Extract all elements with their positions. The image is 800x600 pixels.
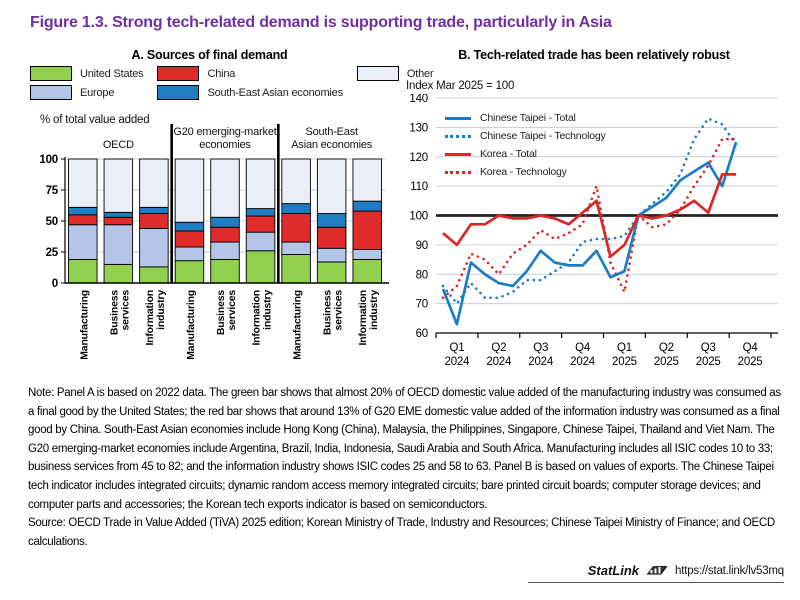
svg-text:2024: 2024 <box>444 356 470 368</box>
legend-swatch <box>30 85 72 100</box>
panel-a-legend <box>30 66 433 100</box>
category-label: Business <box>108 290 121 336</box>
legend-label: Korea - Technology <box>480 166 567 178</box>
svg-text:130: 130 <box>409 122 428 135</box>
category-label: Manufacturing <box>78 290 91 360</box>
bar-segment <box>317 159 346 214</box>
bar-segment <box>317 262 346 283</box>
group-label: South-East <box>305 126 358 138</box>
category-label: industry <box>368 290 381 330</box>
bar-segment <box>104 225 133 265</box>
svg-text:2025: 2025 <box>695 356 721 368</box>
legend-column <box>30 66 143 100</box>
bar-segment <box>140 214 169 229</box>
svg-text:70: 70 <box>415 298 428 311</box>
bar-segment <box>317 227 346 248</box>
series-chinese-taipei-total <box>443 142 736 324</box>
bar-segment <box>140 159 169 207</box>
panel-a-chart <box>22 122 397 385</box>
svg-text:80: 80 <box>415 269 428 282</box>
bar-segment <box>69 215 98 225</box>
figure-title: Figure 1.3. Strong tech-related demand is supporting trade, particularly in Asia <box>30 14 612 31</box>
svg-text:75: 75 <box>45 185 58 197</box>
note-block <box>28 384 782 551</box>
svg-text:100: 100 <box>409 210 428 223</box>
legend-item <box>157 66 342 81</box>
bar-segment <box>175 247 204 261</box>
statlink-icon <box>645 564 669 577</box>
svg-text:90: 90 <box>415 239 428 252</box>
svg-text:2025: 2025 <box>612 356 637 368</box>
legend-swatch <box>357 66 399 81</box>
category-label: Business <box>215 290 227 336</box>
bar-segment <box>104 159 133 212</box>
category-label: Information <box>143 290 156 346</box>
legend-label: Europe <box>80 86 115 99</box>
bar-segment <box>104 264 133 283</box>
svg-text:60: 60 <box>415 328 428 340</box>
panel-b-index-label: Index Mar 2025 = 100 <box>406 80 515 92</box>
bar-segment <box>140 228 169 266</box>
bar-segment <box>282 214 311 243</box>
category-label: services <box>119 290 132 331</box>
statlink-url[interactable]: https://stat.link/lv53mq <box>675 564 784 577</box>
svg-text:50: 50 <box>45 216 58 228</box>
bar-segment <box>246 251 275 283</box>
x-tick-label: Q2 <box>491 342 507 354</box>
x-tick-label: Q4 <box>575 342 591 354</box>
x-tick-label: Q4 <box>742 342 758 354</box>
group-label: OECD <box>102 139 134 151</box>
bar-segment <box>104 217 133 224</box>
bar-segment <box>246 209 275 216</box>
legend-label: United States <box>80 67 144 80</box>
bar-segment <box>69 207 98 214</box>
x-tick-label: Q1 <box>616 342 632 354</box>
bar-segment <box>104 212 133 217</box>
bar-segment <box>282 204 311 214</box>
category-label: industry <box>154 290 167 330</box>
bar-segment <box>282 242 311 254</box>
bar-segment <box>353 259 382 283</box>
category-label: industry <box>261 290 274 330</box>
bar-segment <box>175 222 204 231</box>
legend-label: Chinese Taipei - Total <box>480 112 576 124</box>
svg-text:2025: 2025 <box>737 356 763 368</box>
bar-segment <box>175 261 204 283</box>
bar-segment <box>246 159 275 209</box>
legend-swatch <box>30 66 72 81</box>
panel-a-title: A. Sources of final demand <box>131 48 288 62</box>
note-text: Note: Panel A is based on 2022 data. The green bar shows that almost 20% of OECD domestic value added of the manufacturing industry was consumed as a final good by the United States; the red bar shows that around 13% of G20 EME domestic value added of the information industry was consumed as a final good by China. South-East Asian economies include Hong Kong (China), Malaysia, the Philippines, Singapore, Chinese Taipei, Thailand and Viet Nam. The G20 emerging-market economies include Argentina, Brazil, India, Indonesia, Saudi Arabia and South Africa. Manufacturing includes all ISIC codes 10 to 33; business services from 45 to 82; and the information industry shows ISIC codes 25 and 58 to 63. Panel B is based on values of exports. The Chinese Taipei tech indicator includes integrated circuits; dynamic random access memory integrated circuits; bare printed circuit boards; computer storage devices; and computer parts and accessories; the Korean tech exports indicator is based on semiconductors. <box>28 387 781 511</box>
bar-segment <box>246 232 275 251</box>
x-tick-label: Q3 <box>700 342 716 354</box>
legend-column <box>157 66 342 100</box>
svg-text:2025: 2025 <box>653 356 679 368</box>
legend-swatch <box>157 66 199 81</box>
x-tick-label: Q3 <box>533 342 549 354</box>
bar-segment <box>353 211 382 249</box>
category-label: services <box>226 290 238 331</box>
bar-segment <box>175 159 204 222</box>
statlink-row <box>528 563 784 583</box>
bar-segment <box>282 159 311 204</box>
bar-segment <box>282 254 311 283</box>
bar-segment <box>140 207 169 213</box>
bar-segment <box>211 242 240 259</box>
svg-text:110: 110 <box>410 181 428 194</box>
bar-segment <box>353 159 382 201</box>
bar-segment <box>211 217 240 227</box>
category-label: Information <box>250 290 263 346</box>
bar-segment <box>353 250 382 260</box>
legend-label: China <box>207 67 236 80</box>
legend-label: South-East Asian economies <box>207 86 343 99</box>
category-label: services <box>332 290 345 331</box>
category-label: Manufacturing <box>291 290 304 360</box>
bar-segment <box>353 201 382 211</box>
group-label: G20 emerging-market <box>173 126 277 138</box>
group-label: economies <box>199 139 251 151</box>
bar-segment <box>211 227 240 242</box>
bar-segment <box>69 225 98 260</box>
bar-segment <box>317 248 346 262</box>
category-label: Information <box>357 290 370 346</box>
svg-text:2024: 2024 <box>528 356 554 368</box>
legend-item <box>30 85 143 100</box>
panel-b-chart <box>398 94 790 389</box>
legend-label: Other <box>406 67 434 80</box>
svg-text:140: 140 <box>409 94 428 105</box>
panel-a-unit-label: % of total value added <box>40 114 150 126</box>
legend-label: Chinese Taipei - Technology <box>480 130 606 142</box>
legend-label: Korea - Total <box>480 148 537 160</box>
panel-b-title: B. Tech-related trade has been relatively robust <box>458 48 730 62</box>
bar-segment <box>246 216 275 232</box>
svg-text:2024: 2024 <box>486 356 512 368</box>
category-label: Manufacturing <box>184 290 197 360</box>
legend-item <box>157 85 342 100</box>
svg-text:120: 120 <box>409 151 428 164</box>
bar-segment <box>69 259 98 283</box>
bar-segment <box>211 159 240 217</box>
group-label: Asian economies <box>291 139 373 151</box>
svg-text:0: 0 <box>51 278 58 290</box>
x-tick-label: Q1 <box>449 342 465 354</box>
bar-segment <box>317 214 346 228</box>
bar-segment <box>211 259 240 283</box>
statlink-label: StatLink <box>587 563 640 578</box>
x-tick-label: Q2 <box>658 342 674 354</box>
source-text: Source: OECD Trade in Value Added (TiVA) 2025 edition; Korean Ministry of Trade, Industry and Resources; Chinese Taipei Ministry of Finance; and OECD calculations. <box>28 517 775 548</box>
legend-item <box>357 66 434 81</box>
bar-segment <box>140 267 169 283</box>
svg-text:2024: 2024 <box>570 356 595 368</box>
legend-item <box>30 66 143 81</box>
svg-text:100: 100 <box>39 154 58 166</box>
legend-swatch <box>157 85 199 100</box>
category-label: Business <box>321 290 334 336</box>
svg-text:25: 25 <box>45 247 58 259</box>
bar-segment <box>175 231 204 247</box>
bar-segment <box>69 159 98 207</box>
